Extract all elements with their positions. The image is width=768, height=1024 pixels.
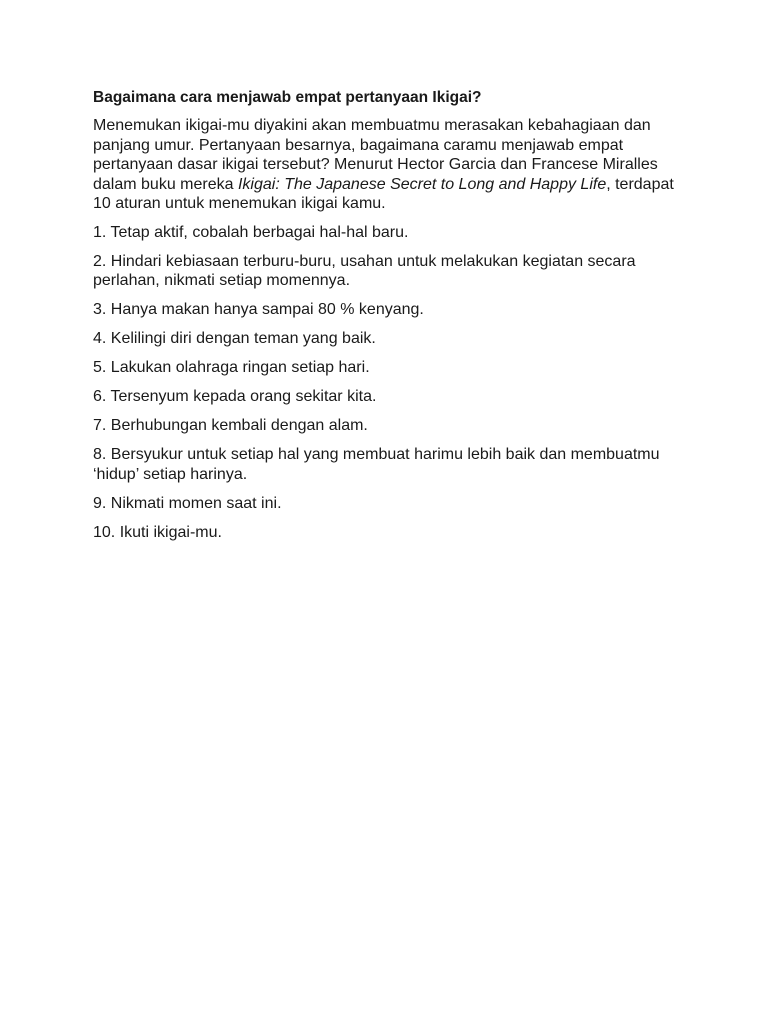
rule-item-2: 2. Hindari kebiasaan terburu-buru, usahan untuk melakukan kegiatan secara perlahan, nikmati setiap momennya. bbox=[93, 252, 636, 289]
document-heading: Bagaimana cara menjawab empat pertanyaan Ikigai? bbox=[93, 89, 482, 106]
rule-item-8: 8. Bersyukur untuk setiap hal yang membuat harimu lebih baik dan membuatmu ‘hidup’ setiap harinya. bbox=[93, 446, 660, 483]
rule-item-5: 5. Lakukan olahraga ringan setiap hari. bbox=[93, 359, 370, 376]
rule-item-6: 6. Tersenyum kepada orang sekitar kita. bbox=[93, 388, 377, 405]
rule-item-10: 10. Ikuti ikigai-mu. bbox=[93, 523, 222, 541]
rule-item-9: 9. Nikmati momen saat ini. bbox=[93, 494, 282, 512]
document-page bbox=[93, 88, 683, 552]
intro-paragraph bbox=[93, 116, 683, 214]
rule-item-1: 1. Tetap aktif, cobalah berbagai hal-hal baru. bbox=[93, 223, 409, 241]
rule-item-3: 3. Hanya makan hanya sampai 80 % kenyang. bbox=[93, 301, 424, 318]
intro-text-part-2: , terdapat 10 aturan untuk menemukan ikigai kamu. bbox=[93, 175, 674, 212]
rule-item-4: 4. Kelilingi diri dengan teman yang baik. bbox=[93, 330, 376, 347]
ikigai-rules-list bbox=[93, 223, 683, 543]
book-title: Ikigai: The Japanese Secret to Long and Happy Life bbox=[237, 175, 607, 193]
intro-text-part-1: Menemukan ikigai-mu diyakini akan membuatmu merasakan kebahagiaan dan panjang umur. Pertanyaan besarnya, bagaimana caramu menjawab empat pertanyaan dasar ikigai tersebut? Menurut Hector Garcia dan Francese Miralles dalam buku mereka bbox=[93, 117, 658, 193]
rule-item-7: 7. Berhubungan kembali dengan alam. bbox=[93, 417, 368, 434]
